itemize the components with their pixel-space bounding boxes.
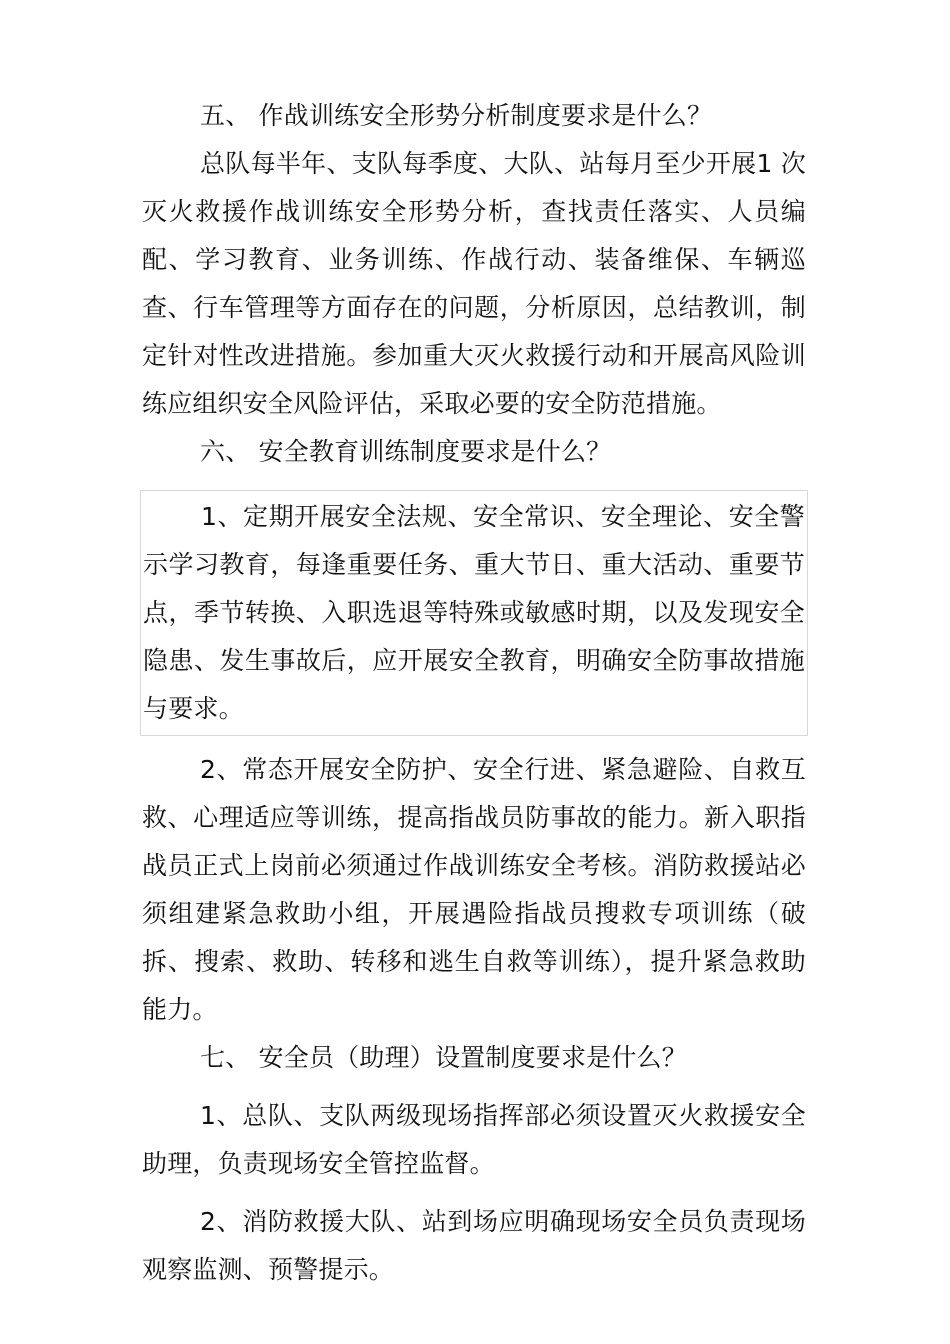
section-5-paragraph: 总队每半年、支队每季度、大队、站每月至少开展1 次灭火救援作战训练安全形势分析，查找责任落实、人员编配、学习教育、业务训练、作战行动、装备维保、车辆巡查、行车管理等方面存在的问题，分析原因，总结教训，制定针对性改进措施。参加重大灭火救援行动和开展高风险训练应组织安全风险评估，采取必要的安全防范措施。: [142, 149, 806, 418]
highlighted-paragraph-box: [140, 490, 808, 736]
section-7-paragraph-1: 1、总队、支队两级现场指挥部必须设置灭火救援安全助理，负责现场安全管控监督。: [142, 1101, 806, 1178]
section-7-paragraph-2: 2、消防救援大队、站到场应明确现场安全员负责现场观察监测、预警提示。: [142, 1207, 806, 1284]
document-body: [142, 92, 806, 1294]
section-7-heading: 七、 安全员（助理）设置制度要求是什么？: [200, 1043, 687, 1072]
section-6-paragraph-2: 2、常态开展安全防护、安全行进、紧急避险、自救互救、心理适应等训练，提高指战员防事故的能力。新入职指战员正式上岗前必须通过作战训练安全考核。消防救援站必须组建紧急救助小组，开展遇险指战员搜救专项训练（破拆、搜索、救助、转移和逃生自救等训练），提升紧急救助能力。: [142, 755, 806, 1024]
spacer: [142, 1082, 806, 1092]
section-6-heading: 六、 安全教育训练制度要求是什么？: [200, 437, 612, 466]
spacer: [142, 1188, 806, 1198]
section-5-heading: 五、 作战训练安全形势分析制度要求是什么？: [200, 101, 713, 130]
section-6-paragraph-1: 1、定期开展安全法规、安全常识、安全理论、安全警示学习教育，每逢重要任务、重大节日、重大活动、重要节点，季节转换、入职选退等特殊或敏感时期，以及发现安全隐患、发生事故后，应开展安全教育，明确安全防事故措施与要求。: [143, 502, 805, 723]
